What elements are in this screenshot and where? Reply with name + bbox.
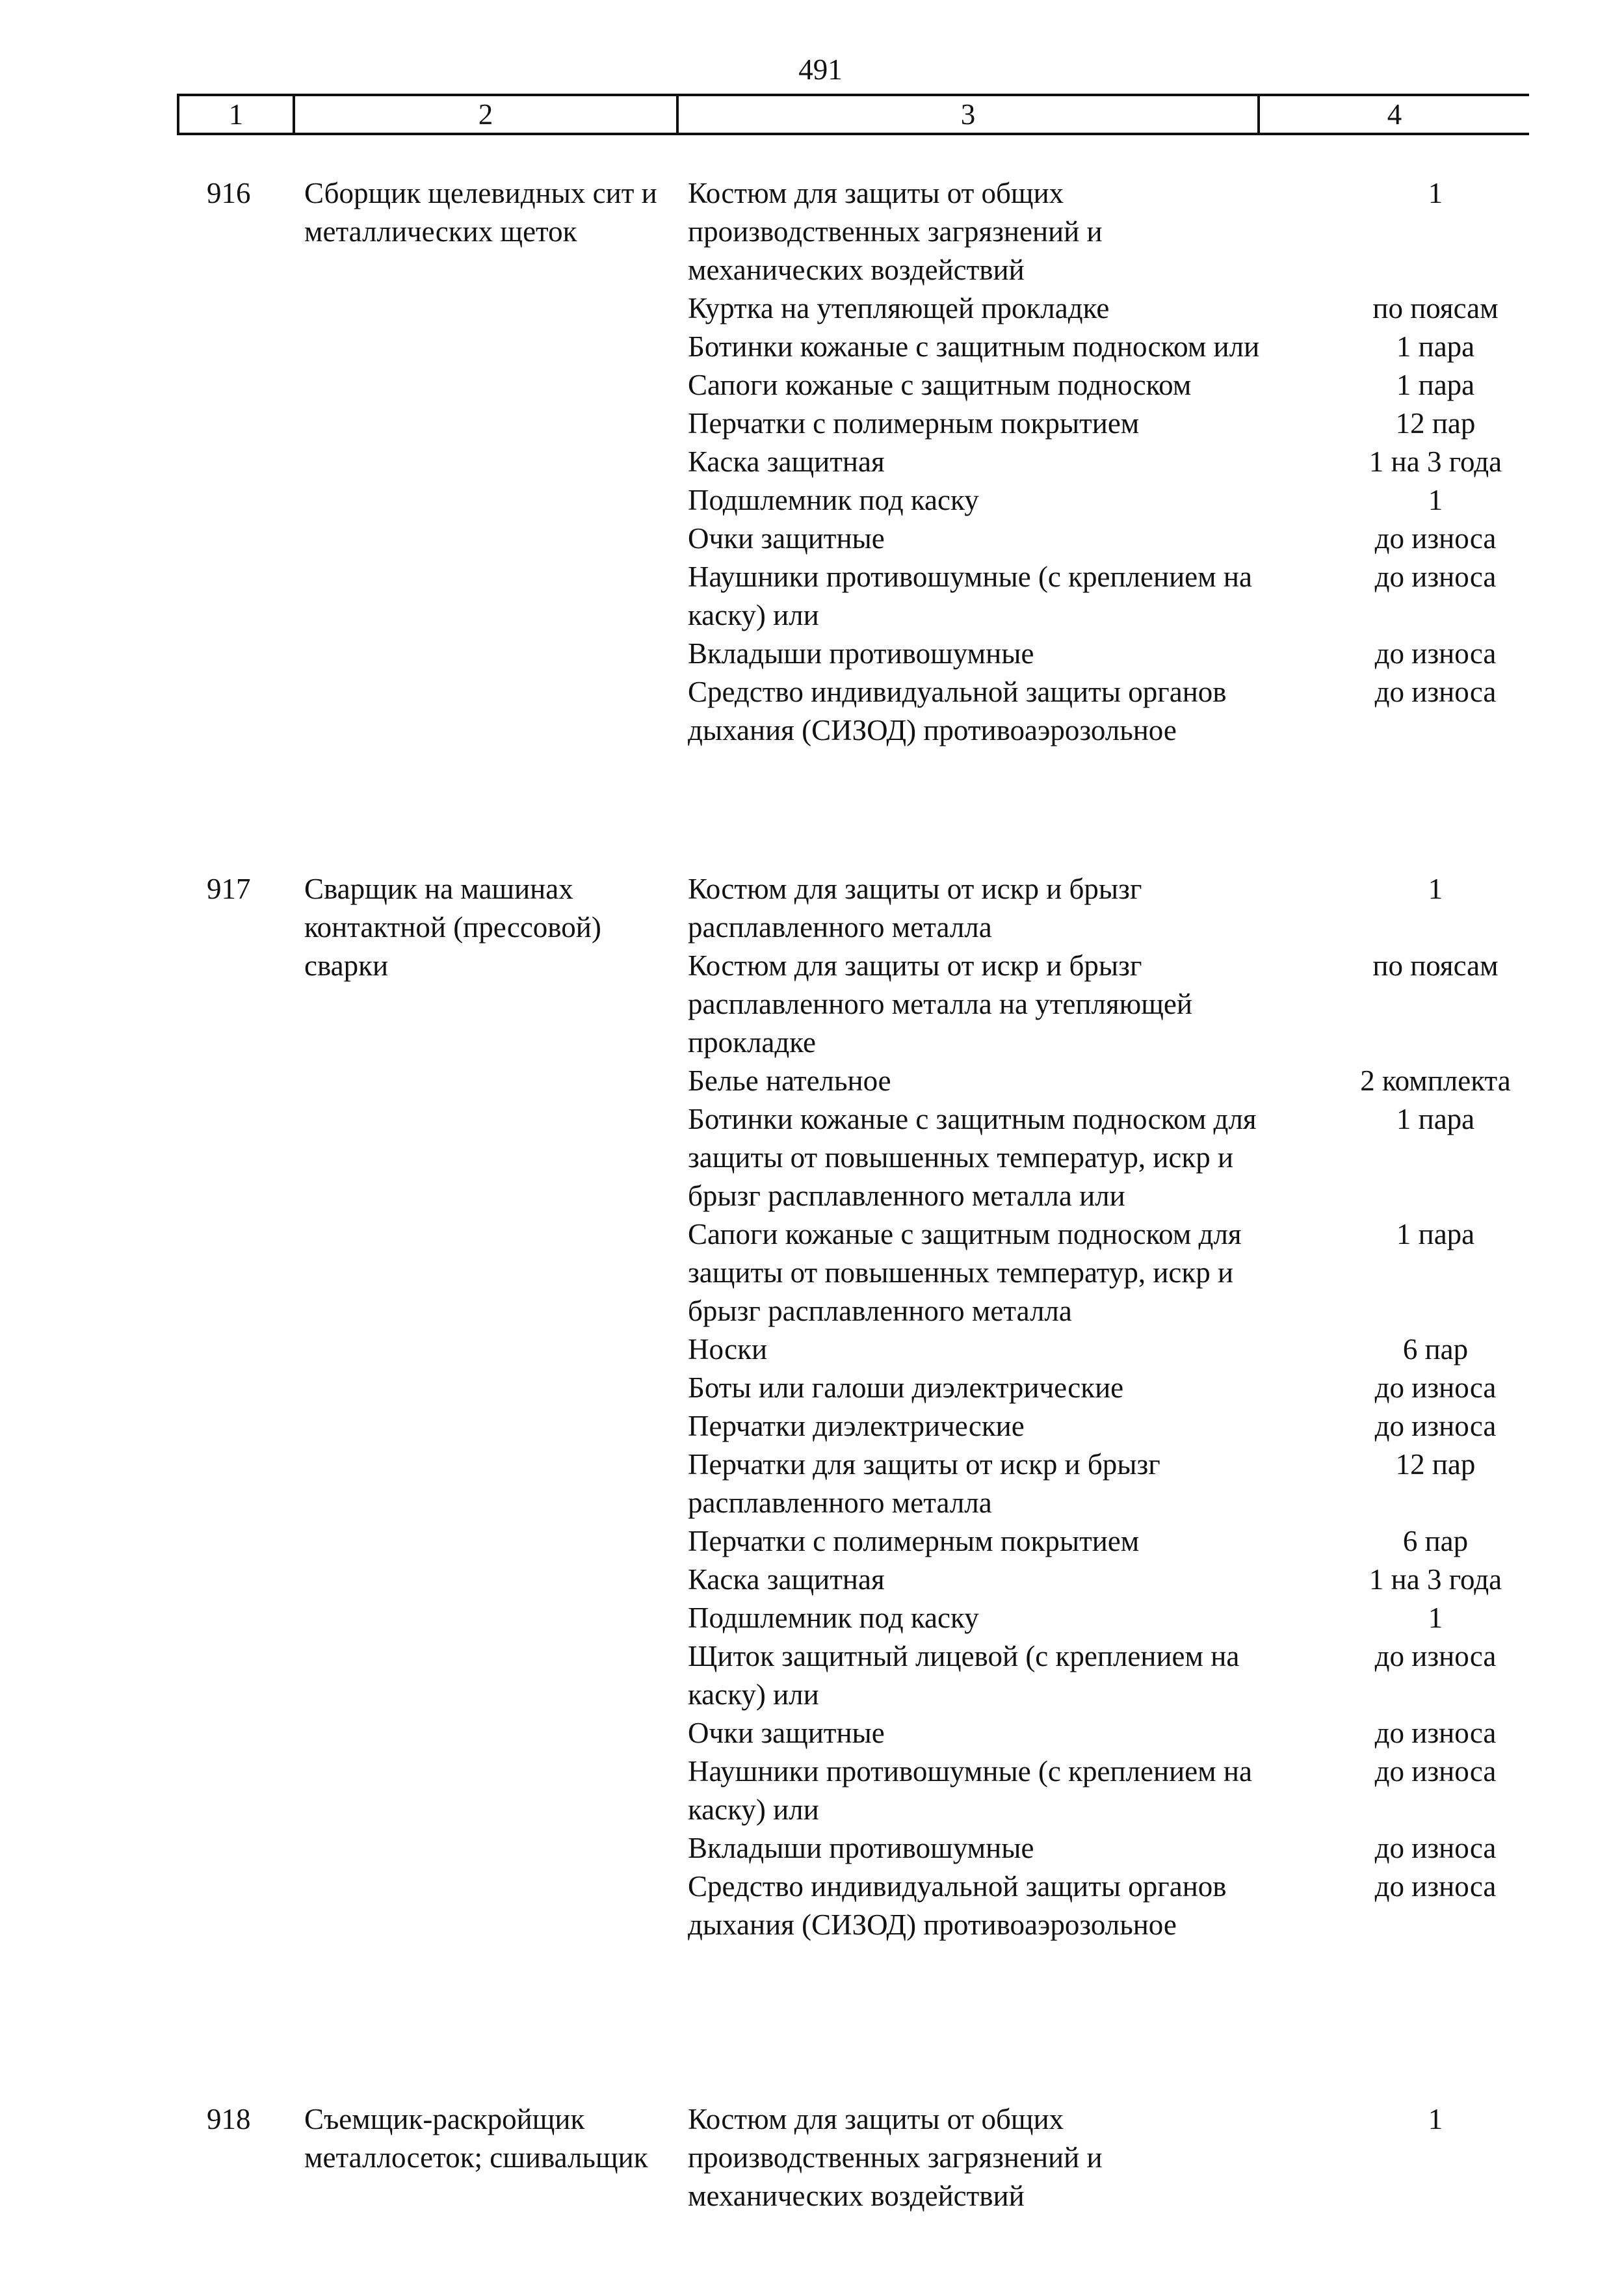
item-name: Белье нательное bbox=[688, 1064, 891, 1097]
list-item bbox=[688, 1867, 1497, 1944]
list-item bbox=[688, 2100, 1443, 2215]
list-item bbox=[688, 1599, 1443, 1637]
list-item bbox=[688, 1062, 1511, 1100]
header-bottom-border bbox=[177, 133, 1529, 135]
item-norm: 1 на 3 года bbox=[1369, 1563, 1502, 1596]
entry-number: 917 bbox=[207, 873, 251, 905]
item-norm: 6 пар bbox=[1402, 1333, 1469, 1366]
table-header bbox=[177, 94, 1529, 134]
page-number: 491 bbox=[798, 53, 843, 86]
header-col-1: 1 bbox=[228, 98, 244, 131]
list-item bbox=[688, 1637, 1497, 1714]
list-item bbox=[688, 1330, 1469, 1369]
list-item bbox=[688, 1714, 1497, 1752]
item-norm: до износа bbox=[1374, 637, 1497, 670]
item-name: Перчатки с полимерным покрытием bbox=[688, 407, 1140, 440]
item-norm: 1 bbox=[1428, 177, 1443, 209]
entry-items bbox=[688, 870, 1511, 1944]
list-item bbox=[688, 520, 1497, 558]
item-name: Наушники противошумные (с креплением на каску) или bbox=[688, 561, 1252, 631]
item-norm: 1 bbox=[1428, 2103, 1443, 2135]
list-item bbox=[688, 870, 1443, 947]
list-item bbox=[688, 1445, 1476, 1522]
item-name: Боты или галоши диэлектрические bbox=[688, 1371, 1124, 1404]
item-norm: по поясам bbox=[1372, 292, 1499, 324]
item-name: Каска защитная bbox=[688, 1563, 885, 1596]
item-norm: до износа bbox=[1374, 1371, 1497, 1404]
entry-number: 916 bbox=[207, 177, 251, 209]
item-name: Щиток защитный лицевой (с креплением на каску) или bbox=[688, 1640, 1240, 1711]
item-norm: по поясам bbox=[1372, 949, 1499, 982]
list-item bbox=[688, 635, 1497, 673]
item-name: Очки защитные bbox=[688, 522, 885, 555]
item-name: Костюм для защиты от искр и брызг расплавленного металла на утепляющей прокладке bbox=[688, 949, 1192, 1059]
list-item bbox=[688, 558, 1497, 635]
item-norm: до износа bbox=[1374, 1410, 1497, 1442]
item-name: Костюм для защиты от общих производственных загрязнений и механических воздействий bbox=[688, 2103, 1103, 2212]
item-norm: 1 bbox=[1428, 1602, 1443, 1634]
item-name: Подшлемник под каску bbox=[688, 1602, 979, 1634]
list-item bbox=[688, 1561, 1502, 1599]
item-norm: 1 пара bbox=[1396, 369, 1475, 401]
item-norm: до износа bbox=[1374, 1640, 1497, 1672]
list-item bbox=[688, 947, 1499, 1062]
entry-profession: Съемщик-раскройщик металлосеток; сшивальщик bbox=[304, 2103, 648, 2174]
header-col-3: 3 bbox=[960, 98, 976, 131]
item-name: Перчатки для защиты от искр и брызг расплавленного металла bbox=[688, 1448, 1160, 1519]
list-item bbox=[688, 1752, 1497, 1829]
item-name: Вкладыши противошумные bbox=[688, 1832, 1034, 1864]
item-name: Подшлемник под каску bbox=[688, 484, 979, 516]
list-item bbox=[688, 443, 1502, 481]
entry-profession: Сборщик щелевидных сит и металлических щеток bbox=[304, 177, 657, 248]
item-name: Перчатки с полимерным покрытием bbox=[688, 1525, 1140, 1557]
list-item bbox=[688, 366, 1475, 404]
item-norm: 1 пара bbox=[1396, 1103, 1475, 1135]
list-item bbox=[688, 1522, 1469, 1561]
list-item bbox=[688, 673, 1497, 750]
entry-number: 918 bbox=[207, 2103, 251, 2135]
item-name: Сапоги кожаные с защитным подноском для защиты от повышенных температур, искр и брызг расплавленного металла bbox=[688, 1218, 1242, 1327]
item-norm: 1 на 3 года bbox=[1369, 445, 1502, 478]
item-name: Костюм для защиты от искр и брызг расплавленного металла bbox=[688, 873, 1142, 943]
list-item bbox=[688, 328, 1475, 366]
item-norm: 1 пара bbox=[1396, 1218, 1475, 1250]
item-name: Средство индивидуальной защиты органов дыхания (СИЗОД) противоаэрозольное bbox=[688, 1870, 1227, 1941]
item-name: Сапоги кожаные с защитным подноском bbox=[688, 369, 1192, 401]
item-name: Костюм для защиты от общих производственных загрязнений и механических воздействий bbox=[688, 177, 1103, 286]
item-name: Очки защитные bbox=[688, 1717, 885, 1749]
item-name: Каска защитная bbox=[688, 445, 885, 478]
item-norm: до износа bbox=[1374, 1755, 1497, 1788]
entry-profession: Сварщик на машинах контактной (прессовой) сварки bbox=[304, 873, 601, 982]
item-name: Наушники противошумные (с креплением на каску) или bbox=[688, 1755, 1252, 1826]
item-name: Ботинки кожаные с защитным подноском или bbox=[688, 330, 1260, 363]
list-item bbox=[688, 404, 1476, 443]
item-norm: 1 bbox=[1428, 484, 1443, 516]
item-norm: до износа bbox=[1374, 561, 1497, 593]
list-item bbox=[688, 289, 1499, 328]
item-norm: до износа bbox=[1374, 1870, 1497, 1903]
header-col-2: 2 bbox=[478, 98, 493, 131]
list-item bbox=[688, 1407, 1497, 1445]
item-norm: 1 bbox=[1428, 873, 1443, 905]
item-norm: до износа bbox=[1374, 522, 1497, 555]
item-name: Перчатки диэлектрические bbox=[688, 1410, 1025, 1442]
list-item bbox=[688, 1829, 1497, 1867]
item-name: Ботинки кожаные с защитным подноском для защиты от повышенных температур, искр и брызг расплавленного металла или bbox=[688, 1103, 1257, 1212]
item-norm: до износа bbox=[1374, 1832, 1497, 1864]
item-name: Носки bbox=[688, 1333, 768, 1366]
item-norm: 12 пар bbox=[1395, 407, 1476, 440]
item-norm: 1 пара bbox=[1396, 330, 1475, 363]
header-col-4: 4 bbox=[1387, 98, 1402, 131]
entry-items bbox=[688, 174, 1502, 750]
item-norm: до износа bbox=[1374, 676, 1497, 708]
list-item bbox=[688, 1215, 1475, 1330]
item-name: Средство индивидуальной защиты органов дыхания (СИЗОД) противоаэрозольное bbox=[688, 676, 1227, 746]
list-item bbox=[688, 1369, 1497, 1407]
item-norm: 2 комплекта bbox=[1360, 1064, 1511, 1097]
item-name: Вкладыши противошумные bbox=[688, 637, 1034, 670]
entry-items bbox=[688, 2100, 1443, 2215]
item-norm: 6 пар bbox=[1402, 1525, 1469, 1557]
list-item bbox=[688, 481, 1443, 520]
item-norm: до износа bbox=[1374, 1717, 1497, 1749]
item-name: Куртка на утепляющей прокладке bbox=[688, 292, 1110, 324]
item-norm: 12 пар bbox=[1395, 1448, 1476, 1481]
list-item bbox=[688, 1100, 1475, 1215]
list-item bbox=[688, 174, 1443, 289]
